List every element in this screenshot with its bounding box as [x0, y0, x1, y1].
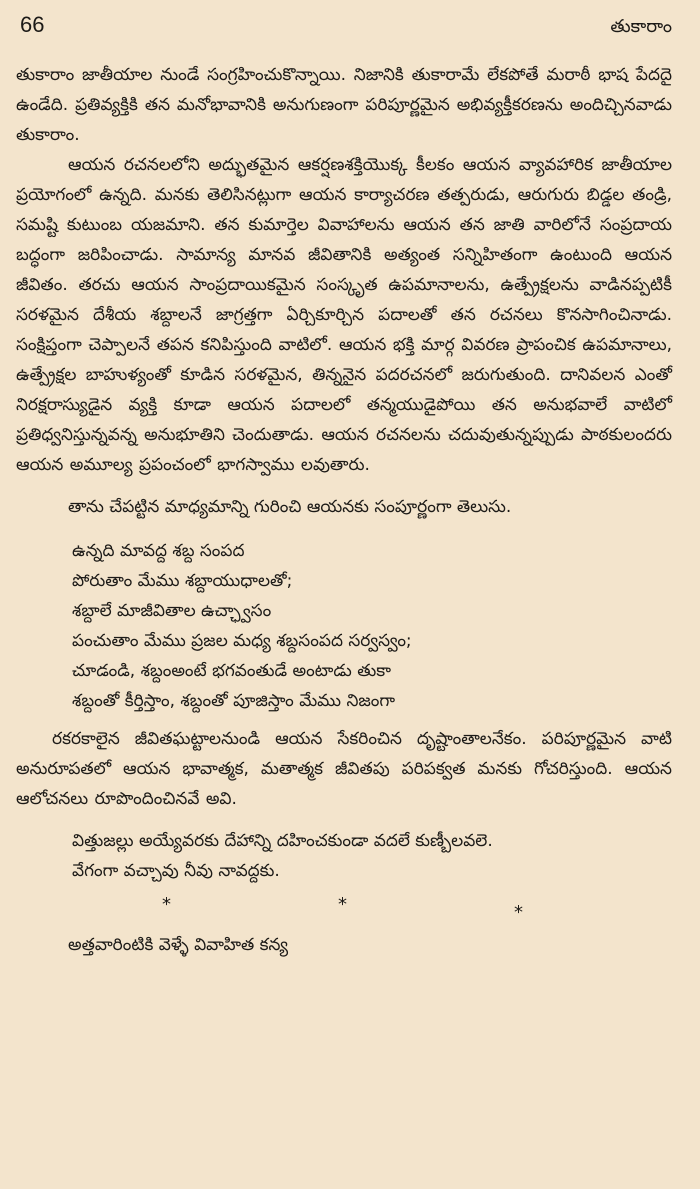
running-head: తుకారాం	[610, 16, 672, 37]
poem-line: చూడండి, శబ్దంఅంటే భగవంతుడే అంటాడు తుకా	[72, 661, 392, 681]
couplet-line: వేగంగా వచ్చావు నీవు నావద్దకు.	[72, 861, 280, 881]
closing-paragraph: రకరకాలైన జీవితఘట్టాలనుండి ఆయన సేకరించిన దృష్టాంతాలనేకం. పరిపూర్ణమైన వాటి అనురూపతలో ఆయన భావాత్మక, మతాత్మక జీవితపు పరిపక్వత మనకు గోచరిస్తుంది. ఆయన ఆలోచనలు రూపొందించినవే అవి.	[16, 729, 672, 809]
final-line: అత్తవారింటికి వెళ్ళే వివాహిత కన్య	[68, 935, 289, 955]
paragraph-1: తుకారాం జాతీయాల నుండే సంగ్రహించుకొన్నాయి. నిజానికి తుకారామే లేకపోతే మరాఠీ భాష పేదదై ఉండేది. ప్రతివ్యక్తికి తన మనోభావానికి అనుగుణంగా పరిపూర్ణమైన అభివ్యక్తీకరణను అందిచ్చినవాడు తుకారాం.	[16, 65, 672, 145]
couplet-line: విత్తుజల్లు అయ్యేవరకు దేహాన్ని దహించకుండా వదలే కుణ్బీలవలె.	[72, 831, 493, 851]
separator-asterisk: *	[514, 902, 523, 923]
poem-line: పోరుతాం మేము శబ్దాయుధాలతో;	[72, 571, 293, 591]
poem-line: శబ్దంతో కీర్తిస్తాం, శబ్దంతో పూజిస్తాం మేము నిజంగా	[72, 691, 396, 711]
page-number: 66	[20, 12, 45, 37]
poem-block	[72, 536, 672, 716]
separator-asterisk: *	[162, 894, 171, 915]
page-header	[16, 10, 672, 60]
poem-line: పంచుతాం మేము ప్రజల మధ్య శబ్దసంపద సర్వస్వం;	[72, 631, 412, 651]
quote-intro: తాను చేపట్టిన మాధ్యమాన్ని గురించి ఆయనకు సంపూర్ణంగా తెలుసు.	[68, 497, 512, 517]
separator-asterisk: *	[338, 894, 347, 915]
couplet-block	[72, 826, 672, 886]
paragraph-2: ఆయన రచనలలోని అద్భుతమైన ఆకర్షణశక్తియొక్క కీలకం ఆయన వ్యావహారిక జాతీయాల ప్రయోగంలో ఉన్నది. మనకు తెలిసినట్లుగా ఆయన కార్యాచరణ తత్పరుడు, ఆరుగురు బిడ్డల తండ్రి, సమష్టి కుటుంబ యజమాని. తన కుమార్తెల వివాహాలను ఆయన తన జాతి వారిలోనే సంప్రదాయ బద్ధంగా జరిపించాడు. సామాన్య మానవ జీవితానికి అత్యంత సన్నిహితంగా ఉంటుంది ఆయన జీవితం. తరచు ఆయన సాంప్రదాయికమైన సంస్కృత ఉపమానాలను, ఉత్ప్రేక్షలను వాడినప్పటికీ సరళమైన దేశీయ శబ్దాలనే జాగ్రత్తగా ఏర్చికూర్చిన పదాలతో తన రచనలు కొనసాగించినాడు. సంక్షిప్తంగా చెప్పాలనే తపన కనిపిస్తుంది వాటిలో. ఆయన భక్తి మార్గ వివరణ ప్రాపంచిక ఉపమానాలు, ఉత్ప్రేక్షల బాహుళ్యంతో కూడిన సరళమైన, తిన్ననైన పదరచనలో జరుగుతుంది. దానివలన ఎంతో నిరక్షరాస్యుడైన వ్యక్తి కూడా ఆయన పదాలలో తన్మయుడైపోయి తన అనుభవాలే వాటిలో ప్రతిధ్వనిస్తున్నవన్న అనుభూతిని చెందుతాడు. ఆయన రచనలను చదువుతున్నప్పుడు పాఠకులందరు ఆయన అమూల్య ప్రపంచంలో భాగస్వాము లవుతారు.	[16, 155, 672, 475]
poem-line: శబ్దాలే మాజీవితాల ఉచ్ఛ్వాసం	[72, 601, 272, 621]
poem-line: ఉన్నది మావద్ద శబ్ద సంపద	[72, 541, 245, 561]
section-separator	[16, 892, 672, 923]
